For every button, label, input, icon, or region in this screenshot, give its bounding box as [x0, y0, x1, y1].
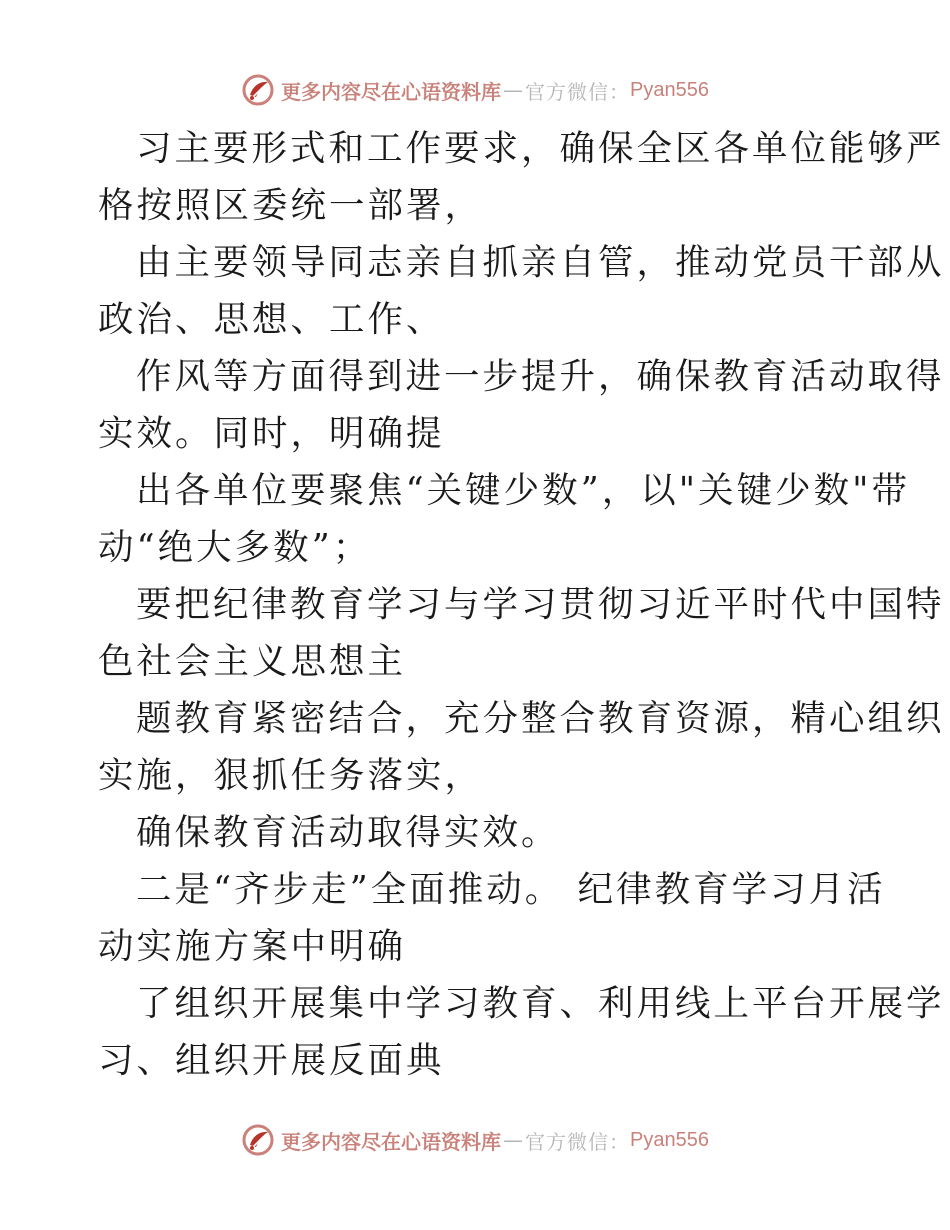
header-contact-label: 官方微信：: [525, 79, 631, 104]
paragraph-line: 政治、思想、工作、: [98, 299, 445, 340]
paragraph-line: 实效。同时，明确提: [98, 413, 445, 454]
paragraph-line: 作风等方面得到进一步提升，确保教育活动取得: [136, 356, 945, 397]
logo-icon: [241, 73, 275, 107]
paragraph-line: 动“绝大多数”；: [98, 527, 372, 568]
paragraph-line: 二是“齐步走”全面推动。 纪律教育学习月活: [136, 869, 886, 910]
paragraph-line: 题教育紧密结合，充分整合教育资源，精心组织: [136, 698, 945, 739]
paragraph-line: 习主要形式和工作要求，确保全区各单位能够严: [136, 128, 945, 169]
paragraph-line: 格按照区委统一部署，: [98, 185, 484, 226]
header-banner: [0, 70, 950, 110]
logo-icon: [241, 1123, 275, 1157]
paragraph-line: 了组织开展集中学习教育、利用线上平台开展学: [136, 983, 945, 1024]
header-slogan: 更多内容尽在心语资料库: [281, 79, 502, 104]
paragraph-line: 由主要领导同志亲自抓亲自管，推动党员干部从: [136, 242, 945, 283]
footer-dash: —: [503, 1128, 524, 1152]
header-contact-handle: Pyan556: [630, 78, 709, 101]
footer-slogan: 更多内容尽在心语资料库: [281, 1129, 502, 1154]
footer-contact-label: 官方微信：: [525, 1129, 631, 1154]
paragraph-line: 确保教育活动取得实效。: [136, 812, 560, 853]
paragraph-line: 要把纪律教育学习与学习贯彻习近平时代中国特: [136, 584, 945, 625]
header-dash: —: [503, 78, 524, 102]
paragraph-line: 习、组织开展反面典: [98, 1040, 445, 1081]
paragraph-line: 色社会主义思想主: [98, 641, 407, 682]
document-body: [98, 120, 945, 1089]
paragraph-line: 实施，狠抓任务落实，: [98, 755, 484, 796]
footer-contact-handle: Pyan556: [630, 1128, 709, 1151]
paragraph-line: 出各单位要聚焦“关键少数”，以"关键少数"带: [136, 470, 910, 511]
footer-banner: [0, 1120, 950, 1160]
paragraph-line: 动实施方案中明确: [98, 926, 407, 967]
